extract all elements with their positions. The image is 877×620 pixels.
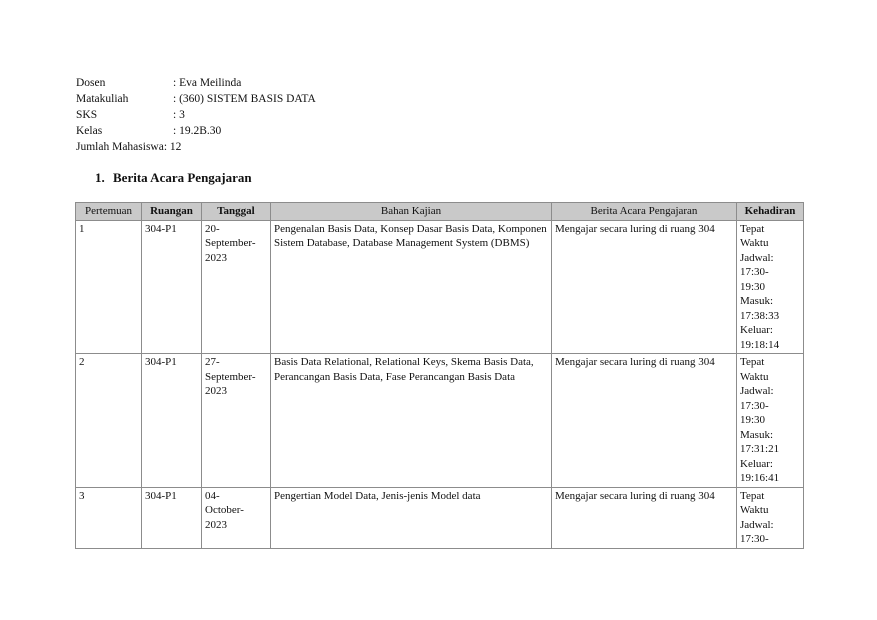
header-pertemuan: Pertemuan <box>76 203 142 221</box>
tanggal-line: 2023 <box>205 251 227 264</box>
kehadiran-line: 17:30- <box>740 266 769 278</box>
header-ruangan: Ruangan <box>142 203 202 221</box>
info-label: Matakuliah <box>76 93 129 105</box>
info-label: Dosen <box>76 77 106 89</box>
info-value: : Eva Meilinda <box>173 77 242 89</box>
kehadiran-line: Masuk: <box>740 295 773 307</box>
cell-pertemuan: 3 <box>76 487 142 548</box>
cell-berita-acara: Mengajar secara luring di ruang 304 <box>552 354 737 488</box>
kehadiran-line: 19:16:41 <box>740 472 780 484</box>
info-label: SKS <box>76 109 98 121</box>
kehadiran-line: 17:30- <box>740 533 769 545</box>
tanggal-line: September- <box>205 237 256 249</box>
info-label: Kelas <box>76 125 103 137</box>
cell-ruangan: 304-P1 <box>142 220 202 354</box>
info-value: : 19.2B.30 <box>173 125 222 137</box>
info-row-dosen <box>76 75 316 91</box>
kehadiran-line: Waktu <box>740 504 769 516</box>
cell-ruangan: 304-P1 <box>142 354 202 488</box>
tanggal-line: September- <box>205 370 256 383</box>
kehadiran-line: 19:30 <box>740 280 766 293</box>
info-row-kelas <box>76 123 316 139</box>
kehadiran-line: Jadwal: <box>740 251 774 264</box>
header-berita-acara: Berita Acara Pengajaran <box>552 203 737 221</box>
kehadiran-line: 19:18:14 <box>740 338 780 351</box>
tanggal-line: 04- <box>205 489 220 502</box>
berita-acara-table <box>75 202 804 549</box>
kehadiran-line: Waktu <box>740 370 769 383</box>
section-heading: Berita Acara Pengajaran <box>113 170 252 185</box>
cell-pertemuan: 2 <box>76 354 142 488</box>
cell-tanggal <box>202 354 271 488</box>
section-title <box>95 170 252 186</box>
info-label: Jumlah Mahasiswa <box>76 141 164 153</box>
tanggal-line: October- <box>205 504 244 516</box>
info-value: : (360) SISTEM BASIS DATA <box>173 93 316 105</box>
course-info <box>76 75 316 155</box>
cell-tanggal <box>202 487 271 548</box>
tanggal-line: 27- <box>205 356 220 368</box>
kehadiran-line: 19:30 <box>740 414 766 426</box>
info-row-jumlah-mahasiswa <box>76 139 316 155</box>
cell-tanggal <box>202 220 271 354</box>
kehadiran-line: Keluar: <box>740 324 773 336</box>
kehadiran-line: Waktu <box>740 237 769 249</box>
cell-kehadiran <box>737 487 804 548</box>
kehadiran-line: Tepat <box>740 222 765 235</box>
info-row-matakuliah <box>76 91 316 107</box>
kehadiran-line: Tepat <box>740 489 765 502</box>
table-row <box>76 220 804 354</box>
info-value: : 3 <box>173 109 185 121</box>
tanggal-line: 2023 <box>205 518 227 531</box>
kehadiran-line: 17:30- <box>740 399 769 412</box>
cell-berita-acara: Mengajar secara luring di ruang 304 <box>552 220 737 354</box>
header-kehadiran: Kehadiran <box>737 203 804 221</box>
info-value: : 12 <box>163 141 182 153</box>
tanggal-line: 2023 <box>205 385 227 397</box>
cell-berita-acara: Mengajar secara luring di ruang 304 <box>552 487 737 548</box>
cell-bahan-kajian: Basis Data Relational, Relational Keys, Skema Basis Data, Perancangan Basis Data, Fase Perancangan Basis Data <box>271 354 552 488</box>
kehadiran-line: 17:31:21 <box>740 443 780 455</box>
kehadiran-line: Jadwal: <box>740 385 774 397</box>
header-bahan-kajian: Bahan Kajian <box>271 203 552 221</box>
cell-kehadiran <box>737 220 804 354</box>
kehadiran-line: Masuk: <box>740 428 773 441</box>
kehadiran-line: 17:38:33 <box>740 309 780 322</box>
section-number: 1. <box>95 170 105 185</box>
kehadiran-line: Tepat <box>740 356 765 368</box>
cell-kehadiran <box>737 354 804 488</box>
cell-ruangan: 304-P1 <box>142 487 202 548</box>
cell-bahan-kajian: Pengertian Model Data, Jenis-jenis Model data <box>271 487 552 548</box>
kehadiran-line: Jadwal: <box>740 518 774 531</box>
cell-bahan-kajian: Pengenalan Basis Data, Konsep Dasar Basis Data, Komponen Sistem Database, Database Management System (DBMS) <box>271 220 552 354</box>
table-row <box>76 487 804 548</box>
info-row-sks <box>76 107 316 123</box>
header-tanggal: Tanggal <box>202 203 271 221</box>
tanggal-line: 20- <box>205 222 220 235</box>
table-header-row <box>76 203 804 221</box>
table-row <box>76 354 804 488</box>
kehadiran-line: Keluar: <box>740 457 773 470</box>
cell-pertemuan: 1 <box>76 220 142 354</box>
